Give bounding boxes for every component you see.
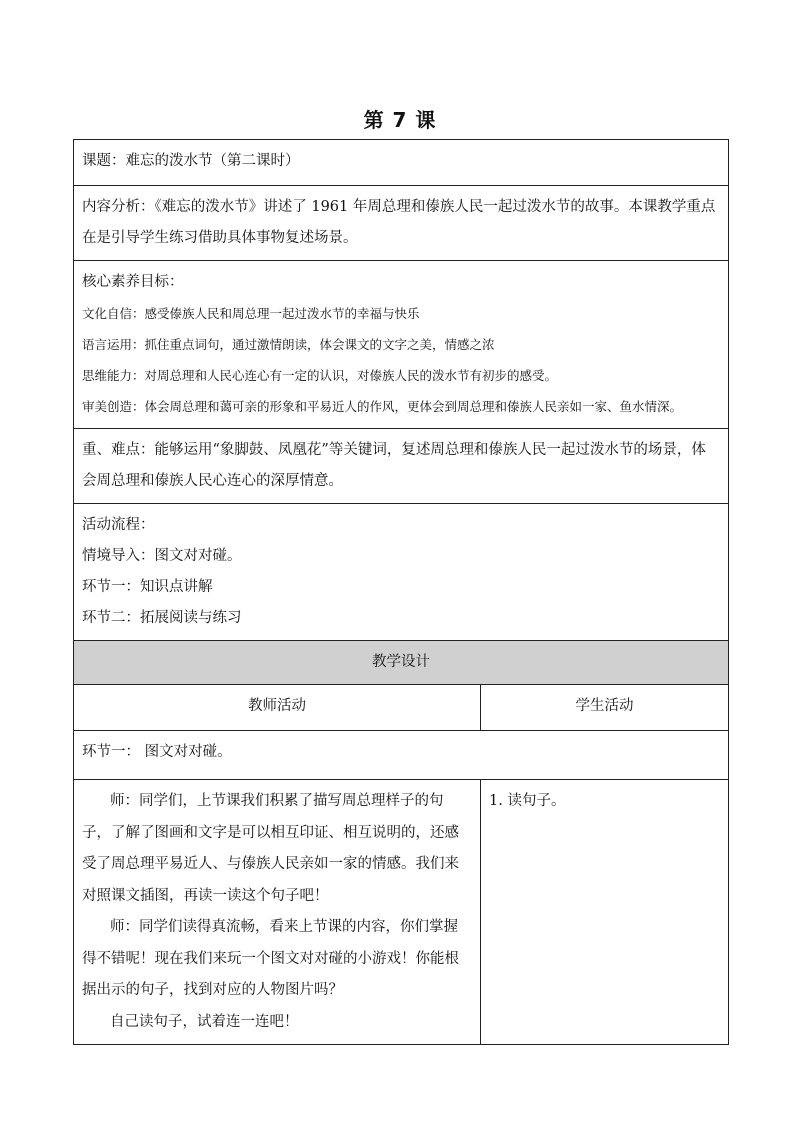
activity-row [74,780,729,1045]
column-header-row [74,685,729,731]
student-column-header: 学生活动 [481,685,729,731]
design-header: 教学设计 [74,641,729,685]
teacher-paragraph: 自己读句子，试着连一连吧！ [110,1013,299,1030]
core-goals-cell [74,261,729,429]
topic-cell: 课题：难忘的泼水节（第二课时） [74,140,729,186]
process-row [74,504,729,641]
teacher-column-header: 教师活动 [74,685,481,731]
process-item: 环节一：知识点讲解 [82,579,213,595]
teacher-paragraph: 师：同学们读得真流畅，看来上节课的内容，你们掌握得不错呢！现在我们来玩一个图文对对碰的小游戏！你能根据出示的句子，找到对应的人物图片吗？ [82,919,459,998]
process-item: 环节二：拓展阅读与练习 [82,610,242,626]
student-activity-cell: 1. 读句子。 [481,780,729,1045]
analysis-cell: 内容分析：《难忘的泼水节》讲述了 1961 年周总理和傣族人民一起过泼水节的故事。本课教学重点在是引导学生练习借助具体事物复述场景。 [74,186,729,261]
teacher-activity-cell [74,780,481,1045]
goal-item: 语言运用：抓住重点词句，通过激情朗读，体会课文的文字之美，情感之浓 [82,337,495,352]
topic-row [74,140,729,186]
section-title: 环节一： 图文对对碰。 [74,731,729,780]
lesson-plan-table [73,139,729,1045]
page-title: 第 7 课 [363,108,437,132]
core-goals-heading: 核心素养目标： [82,274,184,290]
goal-item: 文化自信：感受傣族人民和周总理一起过泼水节的幸福与快乐 [82,306,420,321]
section-row [74,731,729,780]
process-heading: 活动流程： [82,517,155,533]
process-cell [74,504,729,641]
teacher-paragraph: 师：同学们，上节课我们积累了描写周总理样子的句子，了解了图画和文字是可以相互印证、相互说明的，还感受了周总理平易近人、与傣族人民亲如一家的情感。我们来对照课文插图，再读一读这个句子吧！ [82,793,459,904]
goal-item: 思维能力：对周总理和人民心连心有一定的认识，对傣族人民的泼水节有初步的感受。 [82,368,558,383]
analysis-row [74,186,729,261]
process-item: 情境导入：图文对对碰。 [82,548,242,564]
key-points-row [74,429,729,504]
goal-item: 审美创造：体会周总理和蔼可亲的形象和平易近人的作风，更体会到周总理和傣族人民亲如一家、鱼水情深。 [82,399,683,414]
key-points-cell: 重、难点：能够运用“象脚鼓、凤凰花”等关键词，复述周总理和傣族人民一起过泼水节的场景，体会周总理和傣族人民心连心的深厚情意。 [74,429,729,504]
core-goals-row [74,261,729,429]
design-header-row [74,641,729,685]
